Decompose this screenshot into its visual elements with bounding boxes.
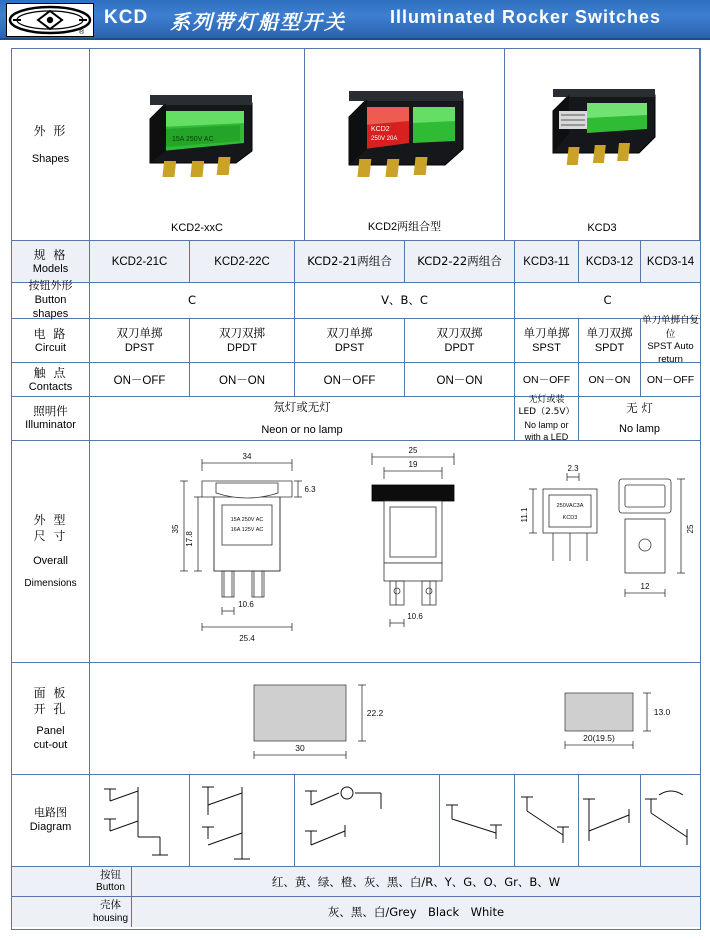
illuminator-cn-3: 无 灯 [626,401,653,416]
color-value-housing: 灰、黑、白/Grey Black White [327,905,505,919]
circuit-en-2: DPDT [227,342,257,355]
circuit-cell-4 [405,319,515,362]
model-value-7: KCD3-14 [646,255,695,268]
contacts-value-1: ON－OFF [113,374,166,387]
circuit-cn-6: 单刀双掷 [586,326,633,341]
model-cell-2 [190,241,295,282]
panel-fig1-width: 30 [295,743,305,753]
circuit-cell-1 [90,319,190,362]
button-shape-cell-3 [515,283,700,318]
row-label-contacts [12,363,90,396]
illuminator-en-3: No lamp [619,423,660,436]
dim-fig1-h-mid: 17.8 [185,531,194,547]
row-models [12,241,700,283]
page-header [0,0,710,40]
shape-cell-kcd2xxc [90,49,305,240]
diagram-cell-6 [579,775,641,866]
dim-fig3-w-small: 2.3 [567,464,579,473]
row-contacts [12,363,700,397]
row-label-button-shapes [12,279,90,320]
circuit-cn-3: 双刀单掷 [326,326,373,341]
dim-fig1-rating1: 15A 250V AC [230,517,264,523]
row-label-contacts-en: Contacts [28,380,73,393]
dim-fig3-h-right: 25 [686,524,695,534]
button-shape-cell-1 [90,283,295,318]
contacts-value-3: ON－OFF [323,374,376,387]
model-value-2: KCD2-22C [214,255,270,268]
contacts-value-7: ON－OFF [646,374,695,386]
row-label-dimensions-en1: Overall [33,554,68,567]
row-label-dimensions-cn2: 尺 寸 [33,529,68,544]
circuit-en-7b: return [658,353,683,365]
header-title-en: Illuminated Rocker Switches [390,7,662,27]
button-shape-cell-2 [295,283,515,318]
model-value-3: KCD2-21两组合 [307,254,392,269]
diagram-cell-3 [295,775,440,866]
dim-fig1-h-inner: 6.3 [304,485,316,494]
row-label-circuit-en: Circuit [34,341,67,354]
circuit-cell-7 [641,315,700,365]
circuit-en-6: SPDT [594,342,625,355]
row-label-panel-cn2: 开 孔 [33,701,68,716]
dim-fig3-w-bottom: 12 [640,582,650,591]
dim-fig1-h-left: 35 [171,524,180,534]
dim-fig3-model: KCD3 [562,515,578,521]
row-label-button-shapes-en2: shapes [32,307,69,320]
row-label-circuit [12,319,90,362]
spec-table [11,48,701,930]
header-brand: KCD [104,7,149,28]
row-label-dimensions [12,441,90,662]
illuminator-en-2b: with a LED [524,432,569,443]
model-cell-7 [641,241,700,282]
diagram-cell-1 [90,775,190,866]
dimension-figure-kcd3 [507,441,697,662]
switch-photo-kcd2-combo [305,67,504,179]
color-sub-button-en: Button [96,882,125,894]
row-label-panel-en2: cut-out [33,738,68,751]
svg-text:250V 20A: 250V 20A [370,136,397,142]
color-value-button: 红、黄、绿、橙、灰、黑、白/R、Y、G、O、Gr、B、W [271,874,561,889]
shape-caption-2: KCD2两组合型 [367,221,442,233]
row-label-illuminator-en: Illuminator [25,419,76,432]
panel-fig2-width: 20(19.5) [583,733,615,743]
illuminator-cell-2 [515,394,579,443]
row-color-housing [12,897,700,927]
diagram-cell-4 [440,775,515,866]
row-label-button-shapes-en1: Button [34,294,67,307]
dimension-figure-kcd2c [162,441,332,662]
circuit-en-3: DPST [334,342,365,355]
row-label-shapes-en: Shapes [31,152,70,165]
panel-fig1-height: 22.2 [366,708,384,718]
illuminator-cell-3 [579,397,700,440]
row-label-diagram-cn: 电路图 [34,806,67,820]
contacts-value-5: ON－OFF [522,374,571,386]
contacts-value-4: ON－ON [436,374,483,387]
oval-diamond-logo [6,3,94,37]
model-value-5: KCD3-11 [523,255,570,268]
illuminator-cn-1: 氖灯或无灯 [273,400,331,415]
color-sub-housing-en: housing [92,912,129,924]
diagram-cell-7 [641,775,700,866]
dim-fig2-w-bottom: 10.6 [407,612,423,621]
contacts-cell-7 [641,363,700,396]
color-sub-button [90,867,132,896]
row-circuit [12,315,700,365]
row-label-shapes-cn: 外 形 [33,123,68,138]
contacts-cell-2 [190,363,295,396]
model-cell-4 [405,241,515,282]
shape-cell-kcd2-combo [305,49,505,240]
illuminator-cn-2b: LED（2.5V） [518,407,575,418]
row-diagram [12,775,700,867]
contacts-value-2: ON－ON [219,374,265,387]
svg-text:KCD2: KCD2 [370,126,390,133]
diagram-cell-2 [190,775,295,866]
svg-text:15A 250V AC: 15A 250V AC [172,136,214,143]
dim-fig1-w-top: 34 [242,452,252,461]
svg-text:®: ® [79,29,85,36]
row-button-shapes [12,279,700,320]
circuit-cn-4: 双刀双掷 [436,326,483,341]
row-panel-cutout [12,663,700,775]
contacts-cell-6 [579,363,641,396]
row-label-illuminator-cn: 照明件 [33,403,68,418]
row-label-diagram [12,775,90,866]
dimension-figure-kcd2-combo [342,441,492,662]
dim-fig1-rating2: 16A 125V AC [230,527,264,533]
color-sub-button-cn: 按钮 [100,868,121,881]
contacts-cell-5 [515,363,579,396]
model-cell-6 [579,241,641,282]
circuit-cn-2: 双刀双掷 [219,326,265,341]
row-label-panel-cn1: 面 板 [33,685,68,700]
panel-fig2-height: 13.0 [653,707,671,717]
header-title-cn: 系列带灯船型开关 [170,10,346,34]
illuminator-cn-2a: 无灯或装 [528,394,565,405]
circuit-cell-2 [190,319,295,362]
row-label-circuit-cn: 电 路 [33,326,68,341]
button-shape-value-2: V、B、C [381,293,428,308]
diagram-cell-5 [515,775,579,866]
dim-fig3-h-left: 11.1 [520,507,529,523]
circuit-en-1: DPST [124,342,155,355]
circuit-cn-1: 双刀单掷 [116,326,163,341]
row-illuminator [12,394,700,443]
button-shape-value-1: C [187,293,197,308]
row-color-button [12,867,700,897]
panel-cutout-figure-2 [517,663,697,774]
row-label-panel [12,663,90,774]
contacts-cell-4 [405,363,515,396]
row-label-panel-en1: Panel [36,724,65,737]
circuit-cn-7: 单刀单掷自复位 [641,315,699,340]
row-shapes [12,49,700,241]
panel-cutout-figure-1 [212,663,412,774]
model-value-1: KCD2-21C [111,255,168,268]
illuminator-en-2a: No lamp or [524,419,569,430]
shape-caption-1: KCD2-xxC [171,222,223,234]
row-label-models [12,241,90,282]
circuit-en-7a: SPST Auto [647,340,694,352]
shape-caption-3: KCD3 [587,222,617,234]
dim-fig2-w-top: 25 [408,446,418,455]
color-sub-housing [90,897,132,927]
dim-fig1-w-b2: 25.4 [239,634,255,643]
model-cell-5 [515,241,579,282]
row-label-models-cn: 规 格 [33,247,68,262]
color-sub-housing-cn: 壳体 [100,899,121,912]
model-cell-1 [90,241,190,282]
row-label-contacts-cn: 触 点 [33,365,68,380]
switch-photo-kcd3 [505,67,699,167]
button-shape-value-3: C [603,293,612,308]
row-label-illuminator [12,397,90,440]
row-label-shapes [12,49,90,240]
row-label-button-shapes-cn: 按钮外形 [28,279,73,293]
row-dimensions [12,441,700,663]
model-cell-3 [295,241,405,282]
circuit-cn-5: 单刀单掷 [523,326,570,341]
contacts-value-6: ON－ON [588,374,631,386]
circuit-cell-3 [295,319,405,362]
model-value-4: KCD2-22两组合 [417,254,502,269]
circuit-cell-6 [579,319,641,362]
contacts-cell-1 [90,363,190,396]
row-label-diagram-en: Diagram [29,821,72,834]
illuminator-en-1: Neon or no lamp [261,424,343,437]
model-value-6: KCD3-12 [585,255,634,268]
switch-photo-kcd2xxc [90,67,304,177]
shape-cell-kcd3 [505,49,700,240]
dim-fig3-mark: 250VAC3A [556,503,584,509]
contacts-cell-3 [295,363,405,396]
row-label-dimensions-en2: Dimensions [24,578,77,590]
dim-fig2-w-inner: 19 [408,460,418,469]
row-label-models-en: Models [32,262,69,275]
illuminator-cell-1 [90,397,515,440]
circuit-en-5: SPST [532,342,561,355]
circuit-cell-5 [515,319,579,362]
row-label-dimensions-cn1: 外 型 [33,513,68,528]
dim-fig1-w-b1: 10.6 [238,600,254,609]
circuit-en-4: DPDT [444,342,475,355]
